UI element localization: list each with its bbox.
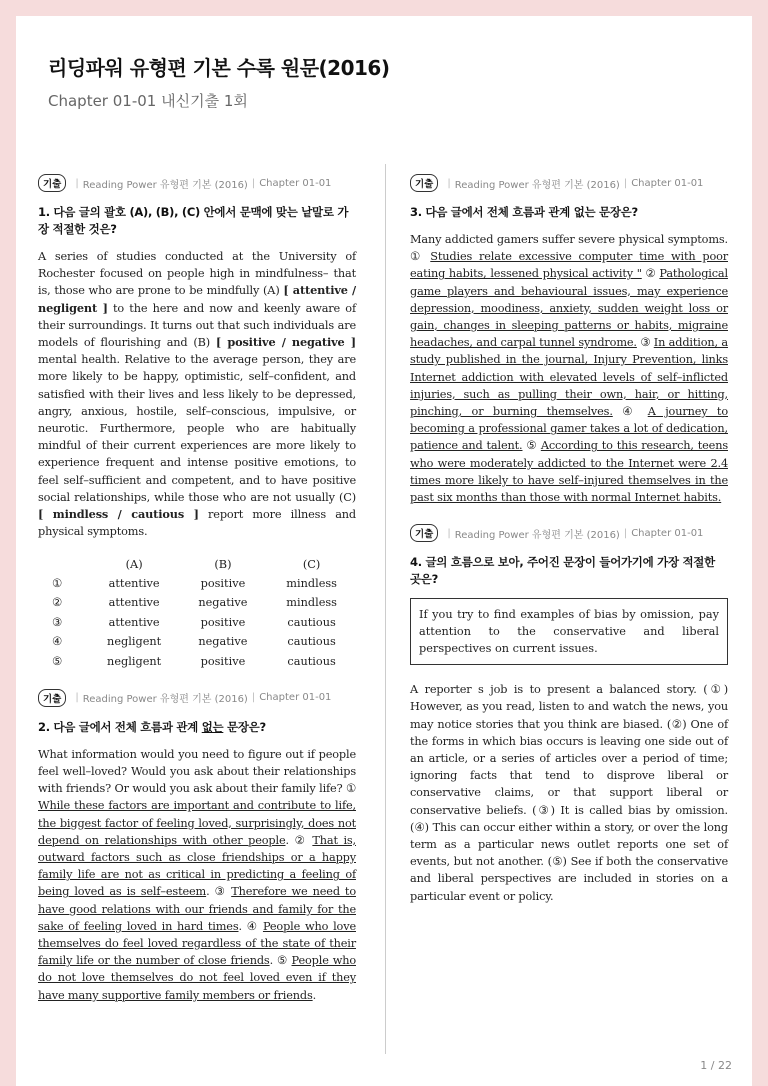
option-c-bracket: [ mindless / cautious ] bbox=[38, 507, 199, 522]
source-tag bbox=[38, 689, 356, 707]
column-header: (B) bbox=[214, 557, 232, 571]
sentence-marker: ① bbox=[346, 782, 356, 796]
sentence-marker: . ② bbox=[285, 833, 307, 847]
sentence-marker: . ④ bbox=[238, 919, 259, 933]
choice-a: negligent bbox=[107, 654, 162, 668]
choice-b: negative bbox=[198, 596, 248, 610]
choice-a: attentive bbox=[108, 596, 160, 610]
sentence-marker: ④ bbox=[612, 405, 648, 419]
question-title bbox=[38, 719, 356, 736]
source-tag bbox=[410, 524, 728, 542]
choice-number: ④ bbox=[52, 635, 63, 649]
right-column bbox=[410, 174, 728, 923]
question-title: 4. 글의 흐름으로 보아, 주어진 문장이 들어가기에 가장 적절한 곳은? bbox=[410, 555, 715, 587]
underlined-sentence: That is, outward factors such as close friendships or a happy family life are not as critical in predicting a feeling of being loved as is self–esteem bbox=[38, 833, 356, 899]
choice-number: ① bbox=[52, 577, 63, 591]
choice-c: mindless bbox=[286, 596, 337, 610]
choice-row[interactable] bbox=[52, 613, 356, 632]
underlined-sentence: In addition, a study published in the journal, Injury Prevention, links Internet addiction with elevated levels of self–inflicted injuries, such as pulling their own, hair, or hitting, pinching, or burning themselves. bbox=[410, 336, 728, 419]
choice-number: ⑤ bbox=[52, 654, 63, 668]
passage-text: Many addicted gamers suffer severe physical symptoms. ① bbox=[410, 233, 728, 264]
underlined-sentence: According to this research, teens who were moderately addicted to the Internet were 2.4 times more likely to have self–injured themselves in the past six months than those with normal Internet habits. bbox=[410, 439, 728, 505]
separator: | bbox=[251, 177, 256, 189]
title-underlined: 없는 bbox=[201, 719, 224, 734]
question-2 bbox=[38, 689, 356, 1004]
sentence-marker: ② bbox=[641, 267, 660, 281]
given-sentence-box: If you try to find examples of bias by omission, pay attention to the conservative and liberal perspectives on current issues. bbox=[410, 598, 728, 665]
choice-c: mindless bbox=[286, 577, 337, 591]
choice-number: ③ bbox=[52, 615, 63, 629]
source-label: Reading Power 유형편 기본 (2016) bbox=[82, 179, 248, 191]
exam-badge: 기출 bbox=[38, 689, 66, 707]
chapter-label: Chapter 01-01 bbox=[259, 177, 332, 189]
choice-row[interactable] bbox=[52, 593, 356, 612]
page-title: 리딩파워 유형편 기본 수록 원문(2016) bbox=[48, 56, 390, 80]
choice-b: negative bbox=[198, 635, 248, 649]
source-tag bbox=[38, 174, 356, 192]
question-title: 3. 다음 글에서 전체 흐름과 관계 없는 문장은? bbox=[410, 205, 638, 219]
chapter-label: Chapter 01-01 bbox=[631, 527, 704, 539]
separator: | bbox=[75, 177, 79, 189]
question-passage bbox=[38, 248, 356, 540]
passage-text: mental health. Relative to the average person, they are more likely to be happy, optimistic, self–confident, and satisfied with their lives and less likely to be depressed, angry, anxious, hostile, self–conscious, impulsive, or neurotic. Furthermore, people who are habitually mindful of their current experiences are more likely to experience frequent and intense positive emotions, to feel self–sufficient and competent, and to have positive social relationships, while those who are not usually (C) bbox=[38, 353, 356, 504]
choice-a: attentive bbox=[108, 615, 160, 629]
source-label: Reading Power 유형편 기본 (2016) bbox=[454, 179, 620, 191]
sentence-marker: ③ bbox=[636, 336, 654, 350]
exam-badge: 기출 bbox=[410, 174, 438, 192]
choice-a: negligent bbox=[107, 635, 162, 649]
source-label: Reading Power 유형편 기본 (2016) bbox=[454, 529, 620, 541]
answer-choices bbox=[52, 554, 356, 670]
source-label: Reading Power 유형편 기본 (2016) bbox=[82, 694, 248, 706]
separator: | bbox=[447, 527, 451, 539]
question-3 bbox=[410, 174, 728, 506]
question-title: 1. 다음 글의 괄호 (A), (B), (C) 안에서 문맥에 맞는 낱말로 가장 적절한 것은? bbox=[38, 205, 349, 236]
page-subtitle: Chapter 01-01 내신기출 1회 bbox=[48, 92, 248, 110]
sentence-marker: . ③ bbox=[206, 885, 227, 899]
left-column bbox=[38, 174, 356, 1022]
underlined-sentence: Studies relate excessive computer time with poor eating habits, lessened physical activity " bbox=[410, 250, 728, 281]
separator: | bbox=[447, 177, 451, 189]
choice-b: positive bbox=[200, 615, 246, 629]
column-divider bbox=[385, 164, 386, 1054]
document-page bbox=[16, 16, 752, 1086]
choice-row[interactable] bbox=[52, 574, 356, 593]
underlined-sentence: Therefore we need to have good relations with our friends and family for the sake of feeling loved in hard times bbox=[38, 885, 356, 933]
underlined-sentence: Pathological game players and behavioural issues, may experience depression, moodiness, anxiety, sudden weight loss or gain, changes in sleeping patterns or habits, migraine headaches, and carpal tunnel syndrome. bbox=[410, 267, 728, 350]
underlined-sentence: People who love themselves do feel loved regardless of the state of their family life or the number of close friends bbox=[38, 919, 356, 968]
chapter-label: Chapter 01-01 bbox=[259, 692, 332, 704]
sentence-marker: . ⑤ bbox=[269, 954, 288, 968]
option-a-bracket: [ attentive / negligent ] bbox=[38, 283, 356, 315]
choice-b: positive bbox=[200, 577, 246, 591]
choice-a: attentive bbox=[108, 577, 160, 591]
exam-badge: 기출 bbox=[410, 524, 438, 542]
passage-text: report more illness and physical symptoms. bbox=[38, 508, 356, 539]
question-4 bbox=[410, 524, 728, 905]
choice-c: cautious bbox=[287, 635, 336, 649]
passage-text: A series of studies conducted at the University of Rochester focused on people high in mindfulness– that is, those who are prone to be mindfully (A) bbox=[38, 250, 356, 298]
choice-number: ② bbox=[52, 596, 63, 610]
option-b-bracket: [ positive / negative ] bbox=[215, 335, 357, 350]
page-header bbox=[16, 16, 752, 140]
column-header: (C) bbox=[302, 557, 321, 571]
page-number: 1 / 22 bbox=[700, 1059, 732, 1072]
choice-c: cautious bbox=[287, 654, 336, 668]
exam-badge: 기출 bbox=[38, 174, 66, 192]
separator: | bbox=[251, 692, 256, 704]
passage-text: What information would you need to figure out if people feel well–loved? Would you ask about their relationships with friends? Or would you ask about their family life? bbox=[38, 747, 356, 796]
choices-header bbox=[52, 554, 356, 573]
choice-row[interactable] bbox=[52, 651, 356, 670]
underlined-sentence: A journey to becoming a professional gamer takes a lot of dedication, patience and talent. bbox=[410, 405, 728, 453]
passage-text: to the here and now and keenly aware of their surroundings. It turns out that such individuals are models of flourishing and (B) bbox=[38, 301, 356, 350]
underlined-sentence: People who do not love themselves do not feel loved even if they have many supportive family members or friends bbox=[38, 954, 356, 1002]
question-passage bbox=[38, 746, 356, 1004]
title-text: 문장은? bbox=[223, 719, 266, 734]
title-text: 2. 다음 글에서 전체 흐름과 관계 bbox=[38, 719, 202, 734]
choice-row[interactable] bbox=[52, 632, 356, 651]
choice-b: positive bbox=[200, 654, 246, 668]
choice-c: cautious bbox=[287, 615, 336, 629]
question-passage bbox=[410, 231, 728, 506]
question-1 bbox=[38, 174, 356, 671]
passage-text: . bbox=[312, 988, 317, 1002]
sentence-marker: ⑤ bbox=[522, 439, 541, 453]
source-tag bbox=[410, 174, 728, 192]
underlined-sentence: While these factors are important and contribute to life, the biggest factor of feeling loved, surprisingly, does not depend on relationships with other people bbox=[38, 799, 356, 847]
separator: | bbox=[623, 177, 628, 189]
separator: | bbox=[75, 692, 79, 704]
column-header: (A) bbox=[125, 557, 143, 571]
chapter-label: Chapter 01-01 bbox=[631, 177, 704, 189]
separator: | bbox=[623, 527, 628, 539]
question-passage: A reporter s job is to present a balanced story. (①) However, as you read, listen to and watch the news, you may notice stories that you think are biased. (②) One of the forms in which bias occurs is leaving one side out of an article, or a series of articles over a period of time; ignoring facts that tend to disprove liberal or conservative claims, or that support liberal or conservative beliefs. (③) It is called bias by omission. (④) This can occur either within a story, or over the long term as a particular news outlet reports one set of events, but not another. (⑤) See if both the conservative and liberal perspectives are included in stories on a particular event or policy. bbox=[410, 683, 728, 903]
